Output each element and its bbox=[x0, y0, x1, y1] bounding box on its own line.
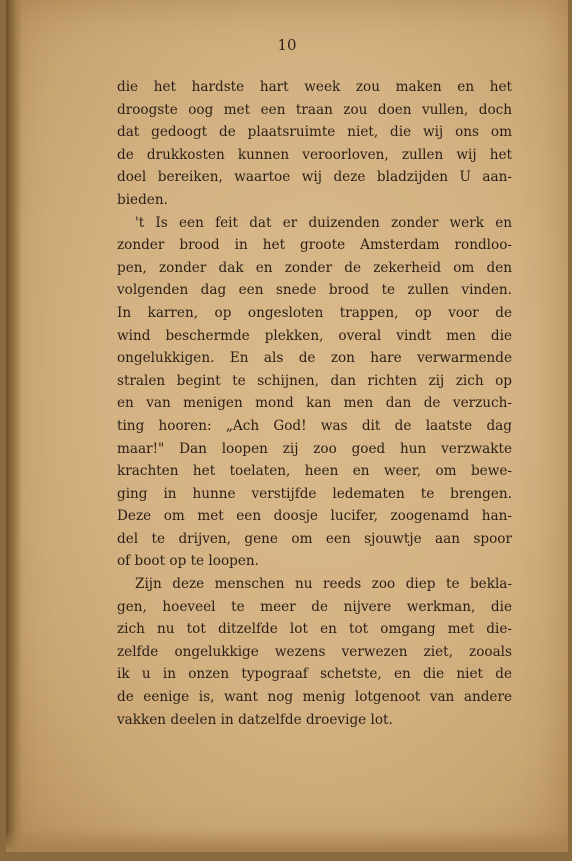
text-line: Zijn deze menschen nu reeds zoo diep te bekla- bbox=[135, 576, 512, 593]
text-line: pen, zonder dak en zonder de zekerheid om den bbox=[117, 259, 512, 276]
text-line: wind beschermde plekken, overal vindt men die bbox=[117, 327, 512, 344]
page-number: 10 bbox=[277, 36, 297, 54]
text-line: bieden. bbox=[117, 191, 168, 208]
text-line: zonder brood in het groote Amsterdam rondloo- bbox=[117, 237, 512, 254]
text-line: ging in hunne verstijfde ledematen te brengen. bbox=[117, 485, 512, 502]
text-line: In karren, op ongesloten trappen, op voor de bbox=[117, 304, 512, 321]
text-line: gen, hoeveel te meer de nijvere werkman, die bbox=[117, 598, 512, 615]
text-line: dat gedoogt de plaatsruimte niet, die wij ons om bbox=[117, 124, 512, 141]
paragraph bbox=[117, 573, 512, 731]
paragraph bbox=[117, 212, 512, 574]
text-line: zelfde ongelukkige wezens verwezen ziet, zooals bbox=[117, 643, 512, 660]
text-line: maar!" Dan loopen zij zoo goed hun verzwakte bbox=[117, 440, 512, 457]
text-line: 't Is een feit dat er duizenden zonder werk en bbox=[135, 214, 512, 231]
text-line: droogste oog met een traan zou doen vullen, doch bbox=[117, 101, 512, 118]
text-line: ik u in onzen typograaf schetste, en die niet de bbox=[117, 666, 512, 683]
text-line: volgenden dag een snede brood te zullen vinden. bbox=[117, 282, 512, 299]
text-line: zich nu tot ditzelfde lot en tot omgang met die- bbox=[117, 621, 512, 638]
text-line: krachten het toelaten, heen en weer, om bewe- bbox=[117, 463, 512, 480]
page-bottom-edge bbox=[6, 830, 568, 852]
text-line: de drukkosten kunnen veroorloven, zullen wij het bbox=[117, 146, 512, 163]
body-text bbox=[117, 76, 512, 731]
text-line: ting hooren: „Ach God! was dit de laatste dag bbox=[117, 417, 512, 434]
paragraph bbox=[117, 76, 512, 212]
text-line: stralen begint te schijnen, dan richten zij zich op bbox=[117, 372, 512, 389]
book-page bbox=[6, 0, 568, 852]
page-left-edge bbox=[6, 0, 22, 852]
text-line: ongelukkigen. En als de zon hare verwarmende bbox=[117, 350, 512, 367]
text-line: die het hardste hart week zou maken en het bbox=[117, 79, 512, 95]
text-line: de eenige is, want nog menig lotgenoot van andere bbox=[117, 689, 512, 706]
text-line: Deze om met een doosje lucifer, zoogenamd han- bbox=[117, 508, 512, 525]
text-line: of boot op te loopen. bbox=[117, 553, 259, 570]
text-line: del te drijven, gene om een sjouwtje aan spoor bbox=[117, 530, 512, 547]
text-line: en van menigen mond kan men dan de verzuch- bbox=[117, 395, 512, 412]
text-line: doel bereiken, waartoe wij deze bladzijden U aan- bbox=[117, 169, 512, 186]
text-line: vakken deelen in datzelfde droevige lot. bbox=[117, 711, 393, 728]
